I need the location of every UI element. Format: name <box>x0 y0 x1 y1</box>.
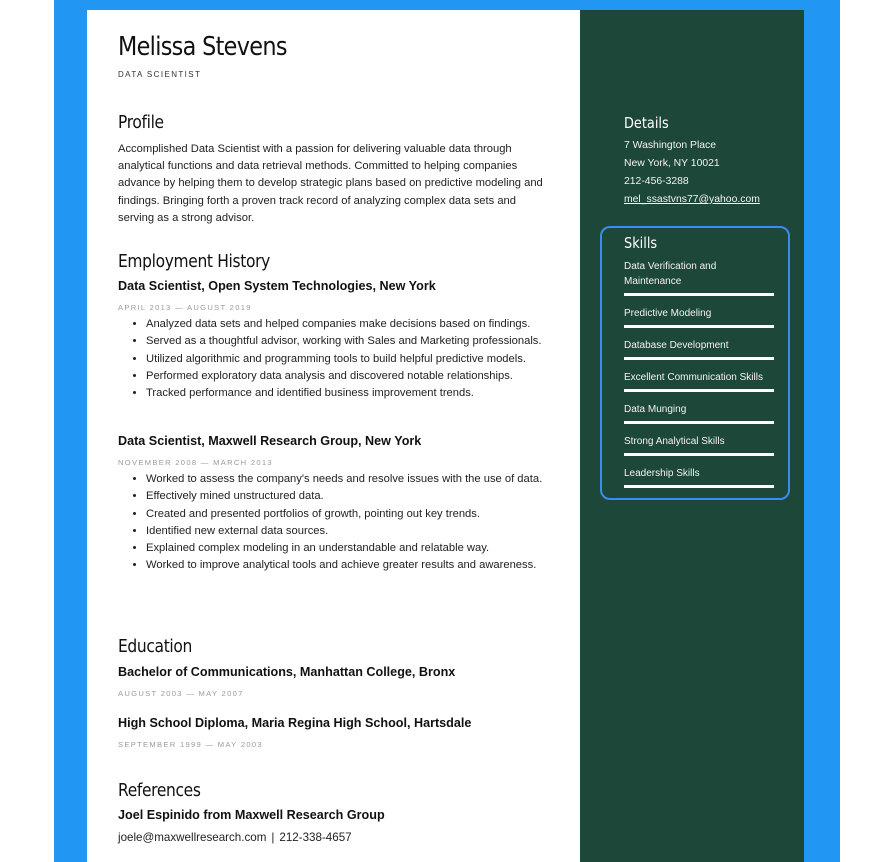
education-entry-2: High School Diploma, Maria Regina High School, Hartsdale <box>118 716 472 730</box>
job-title: DATA SCIENTIST <box>118 70 202 79</box>
skill-item <box>624 466 774 488</box>
list-item: • Analyzed data sets and helped companies make decisions based on findings. <box>146 316 554 333</box>
details-heading: Details <box>624 114 669 132</box>
skill-level-bar <box>624 485 774 488</box>
address-line-1: 7 Washington Place <box>624 140 717 151</box>
skills-heading: Skills <box>624 234 658 252</box>
employment-heading: Employment History <box>118 251 270 272</box>
skill-item <box>624 306 774 328</box>
reference-phone: 212-338-4657 <box>279 831 352 844</box>
address-line-2: New York, NY 10021 <box>624 158 720 169</box>
job-bullets-1 <box>131 316 554 402</box>
job-title-1: Data Scientist, Open System Technologies, New York <box>118 279 436 293</box>
skill-item <box>624 338 774 360</box>
list-item: • Worked to improve analytical tools and achieve greater results and awareness. <box>146 557 554 574</box>
job-dates-1: APRIL 2013 — AUGUST 2019 <box>118 303 252 312</box>
reference-contact <box>118 831 352 844</box>
education-heading: Education <box>118 636 192 657</box>
job-dates-2: NOVEMBER 2008 — MARCH 2013 <box>118 458 273 467</box>
list-item: • Worked to assess the company's needs and resolve issues with the use of data. <box>146 471 554 488</box>
references-heading: References <box>118 780 201 801</box>
list-item: • Tracked performance and identified business improvement trends. <box>146 385 554 402</box>
skill-label: Data Munging <box>624 404 687 415</box>
skill-item <box>624 259 774 296</box>
skill-level-bar <box>624 325 774 328</box>
reference-email[interactable]: joele@maxwellresearch.com <box>118 831 267 844</box>
skill-label: Predictive Modeling <box>624 308 712 319</box>
candidate-name: Melissa Stevens <box>118 32 287 62</box>
skill-level-bar <box>624 293 774 296</box>
list-item: • Performed exploratory data analysis and discovered notable relationships. <box>146 368 554 385</box>
skill-label: Excellent Communication Skills <box>624 372 763 383</box>
list-item: • Explained complex modeling in an understandable and relatable way. <box>146 540 554 557</box>
resume-page <box>87 10 804 862</box>
education-dates-1: AUGUST 2003 — MAY 2007 <box>118 689 244 698</box>
details-email-link[interactable]: mel_ssastvns77@yahoo.com <box>624 194 760 205</box>
profile-heading: Profile <box>118 112 164 133</box>
job-title-2: Data Scientist, Maxwell Research Group, New York <box>118 434 422 448</box>
list-item: • Effectively mined unstructured data. <box>146 488 554 505</box>
skill-level-bar <box>624 421 774 424</box>
reference-name: Joel Espinido from Maxwell Research Group <box>118 808 385 822</box>
skill-item <box>624 402 774 424</box>
skill-label: Database Development <box>624 340 729 351</box>
sidebar <box>580 10 804 862</box>
education-dates-2: SEPTEMBER 1999 — MAY 2003 <box>118 740 263 749</box>
main-column <box>87 10 580 862</box>
skill-label: Data Verification and Maintenance <box>624 261 717 287</box>
list-item: • Utilized algorithmic and programming tools to build helpful predictive models. <box>146 351 554 368</box>
skill-label: Strong Analytical Skills <box>624 436 725 447</box>
skill-item <box>624 434 774 456</box>
reference-separator: | <box>271 831 275 844</box>
list-item: • Served as a thoughtful advisor, working with Sales and Marketing professionals. <box>146 333 554 350</box>
job-bullets-2 <box>131 471 554 575</box>
education-entry-1: Bachelor of Communications, Manhattan College, Bronx <box>118 665 456 679</box>
skill-level-bar <box>624 453 774 456</box>
list-item: • Identified new external data sources. <box>146 523 554 540</box>
skill-item <box>624 370 774 392</box>
skill-level-bar <box>624 357 774 360</box>
details-phone: 212-456-3288 <box>624 176 689 187</box>
list-item: • Created and presented portfolios of growth, pointing out key trends. <box>146 506 554 523</box>
skill-level-bar <box>624 389 774 392</box>
profile-text: Accomplished Data Scientist with a passion for delivering valuable data through analytical functions and data retrieval methods. Committed to helping companies advance by helping them to develop strategic plans based on predictive modeling and findings. Bringing forth a proven track record of analyzing complex data sets and serving as a strong advisor. <box>118 143 543 224</box>
skill-label: Leadership Skills <box>624 468 700 479</box>
